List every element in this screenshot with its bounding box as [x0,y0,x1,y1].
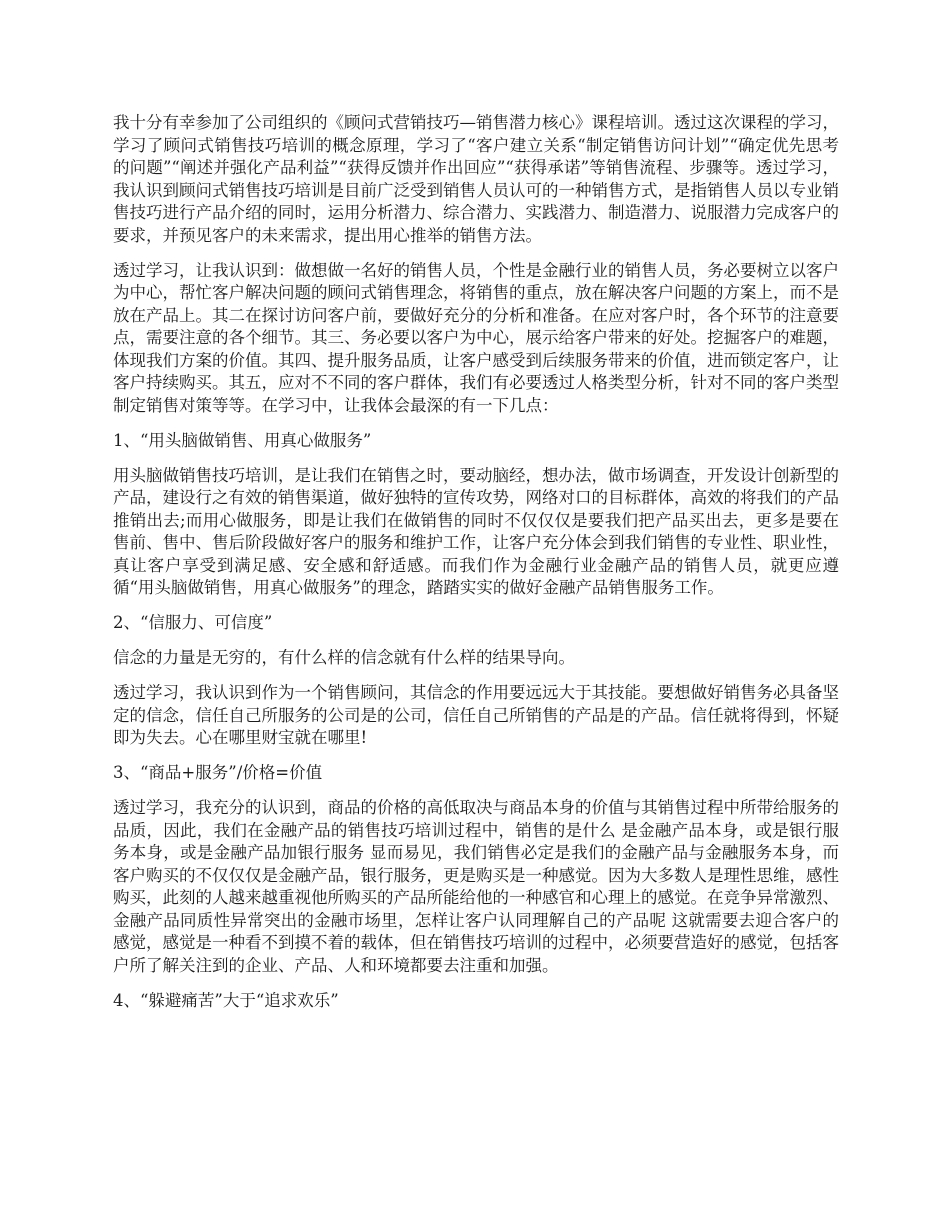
document-body [113,112,839,1025]
section-heading-2: 2、“信服力、可信度” [113,613,273,632]
section-heading-1: 1、“用头脑做销售、用真心做服务” [113,430,372,450]
paragraph-section-2a: 信念的力量是无穷的，有什么样的信念就有什么样的结果导向。 [113,648,575,667]
paragraph-intro: 我十分有幸参加了公司组织的《顾问式营销技巧—销售潜力核心》课程培训。透过这次课程的学习，学习了顾问式销售技巧培训的概念原理，学习了“客户建立关系“制定销售访问计划”“确定优先思考的问题”“阐述并强化产品利益”“获得反馈并作出回应”“获得承诺”等销售流程、步骤等。透过学习，我认识到顾问式销售技巧培训是目前广泛受到销售人员认可的一种销售方式，是指销售人员以专业销售技巧进行产品介绍的同时，运用分析潜力、综合潜力、实践潜力、制造潜力、说服潜力完成客户的要求，并预见客户的未来需求，提出用心推举的销售方法。 [113,113,839,245]
paragraph-section-2b: 透过学习，我认识到作为一个销售顾问，其信念的作用要远远大于其技能。要想做好销售务必具备坚定的信念，信任自己所服务的公司是的公司，信任自己所销售的产品是的产品。信任就将得到，怀疑即为失去。心在哪里财宝就在哪里! [113,683,839,747]
paragraph-section-1: 用头脑做销售技巧培训，是让我们在销售之时，要动脑经，想办法，做市场调查，开发设计创新型的产品，建设行之有效的销售渠道，做好独特的宣传攻势，网络对口的目标群体，高效的将我们的产品推销出去;而用心做服务，即是让我们在做销售的同时不仅仅仅是要我们把产品买出去，更多是要在售前、售中、售后阶段做好客户的服务和维护工作，让客户充分体会到我们销售的专业性、职业性，真让客户享受到满足感、安全感和舒适感。而我们作为金融行业金融产品的销售人员，就更应遵循“用头脑做销售，用真心做服务”的理念，踏踏实实的做好金融产品销售服务工作。 [113,465,839,597]
paragraph-section-3: 透过学习，我充分的认识到，商品的价格的高低取决与商品本身的价值与其销售过程中所带给服务的品质，因此，我们在金融产品的销售技巧培训过程中，销售的是什么 是金融产品本身，或是银行服务本身，或是金融产品加银行服务 显而易见，我们销售必定是我们的金融产品与金融服务本身，而客户购买的不仅仅仅是金融产品，银行服务，更是购买是一种感觉。因为大多数人是理性思维，感性购买，此刻的人越来越重视他所购买的产品所能给他的一种感官和心理上的感觉。在竞争异常激烈、金融产品同质性异常突出的金融市场里，怎样让客户认同理解自己的产品呢 这就需要去迎合客户的感觉，感觉是一种看不到摸不着的载体，但在销售技巧培训的过程中，必须要营造好的感觉，包括客户所了解关注到的企业、产品、人和环境都要去注重和加强。 [113,798,839,975]
section-heading-3: 3、“商品+服务”/价格=价值 [113,763,323,782]
paragraph-learning: 透过学习，让我认识到：做想做一名好的销售人员，个性是金融行业的销售人员，务必要树立以客户为中心，帮忙客户解决问题的顾问式销售理念，将销售的重点，放在解决客户问题的方案上，而不是放在产品上。其二在探讨访问客户前，要做好充分的分析和准备。在应对客户时，各个环节的注意要点，需要注意的各个细节。其三、务必要以客户为中心，展示给客户带来的好处。挖掘客户的难题，体现我们方案的价值。其四、提升服务品质，让客户感受到后续服务带来的价值，进而锁定客户，让客户持续购买。其五，应对不不同的客户群体，我们有必要透过人格类型分析，针对不同的客户类型制定销售对策等等。在学习中，让我体会最深的有一下几点： [113,260,839,415]
section-heading-4: 4、“躲避痛苦”大于“追求欢乐” [113,990,339,1010]
